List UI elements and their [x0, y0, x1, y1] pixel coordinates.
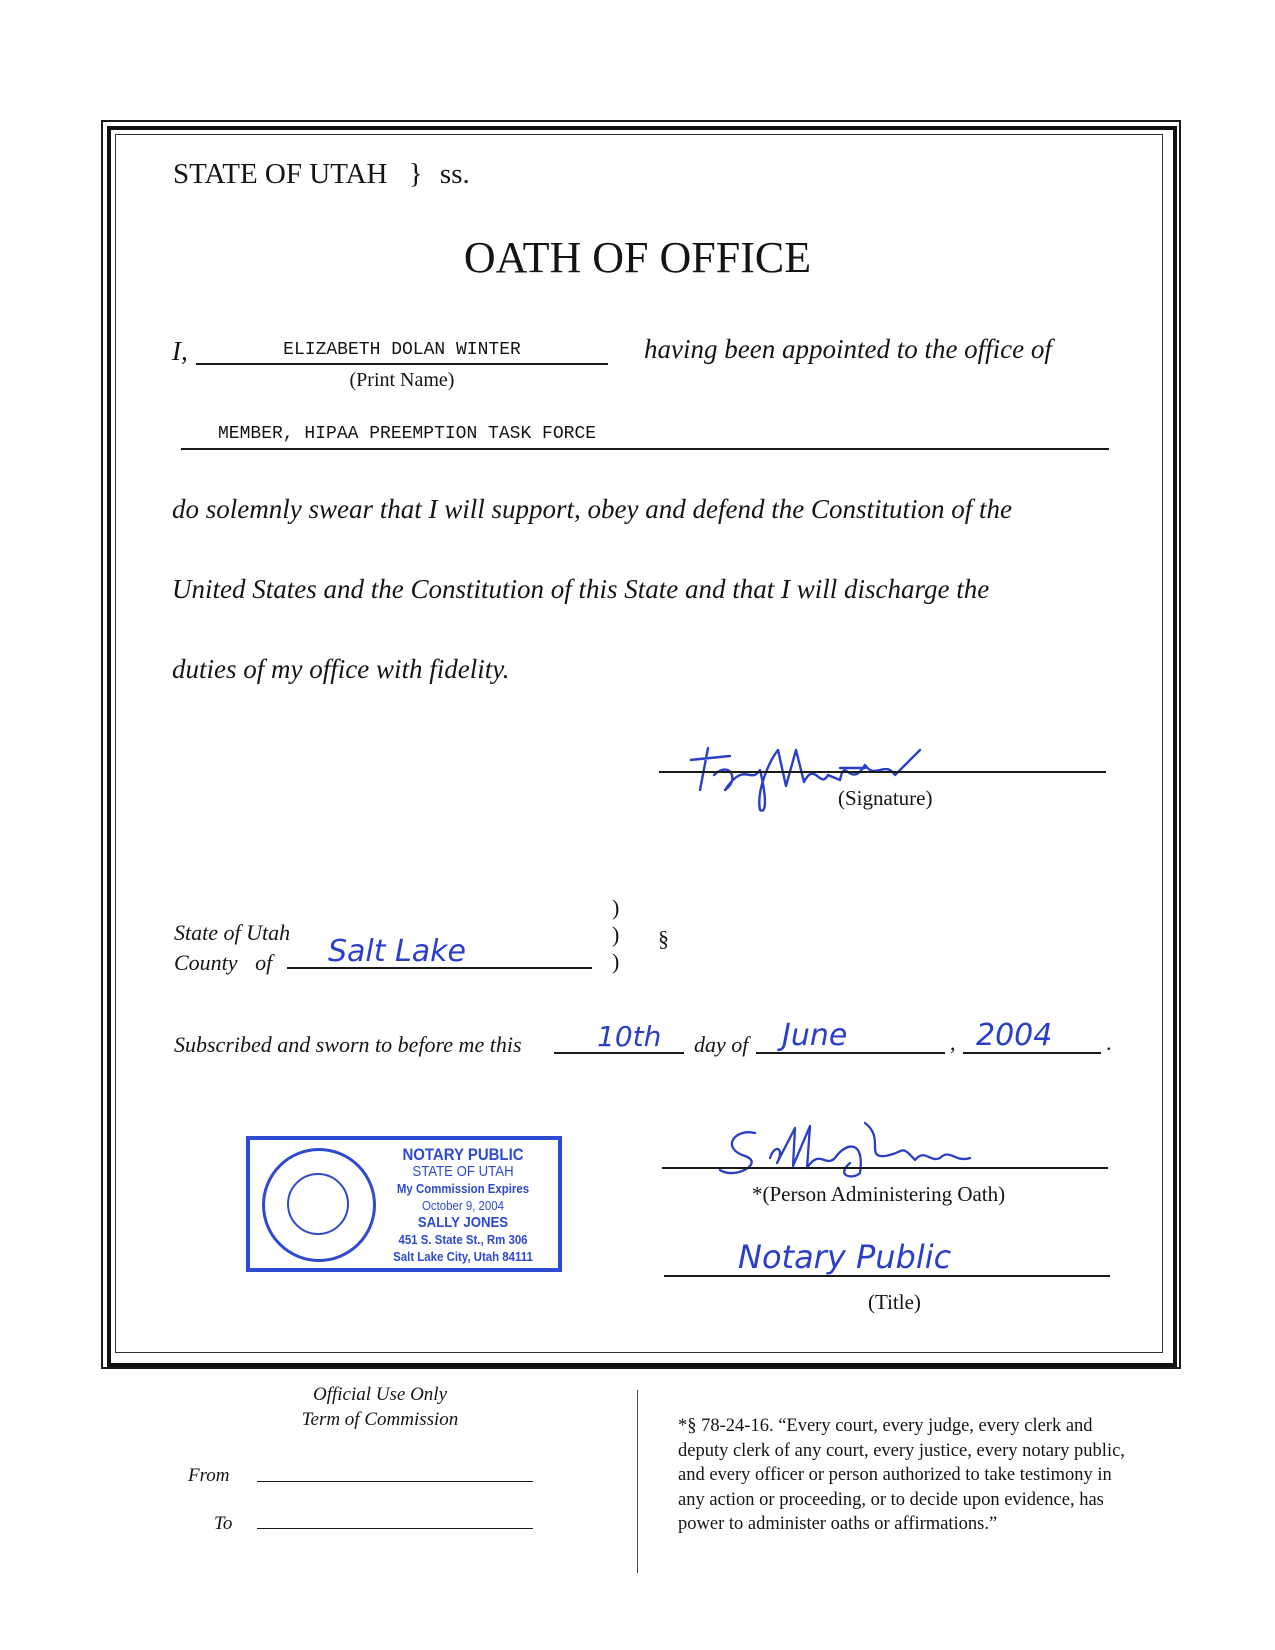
i-label: I, [172, 336, 188, 366]
stamp-line-name: SALLY JONES [417, 1214, 509, 1231]
appointed-text: having been appointed to the office of [644, 334, 1052, 364]
county-line [287, 967, 592, 969]
oath-line-1: do solemnly swear that I will support, obey and defend the Constitution of the [172, 494, 1012, 524]
paren-3: ) [612, 949, 620, 974]
oath-line-2: United States and the Constitution of this State and that I will discharge the [172, 574, 990, 604]
oath-line-3: duties of my office with fidelity. [172, 654, 510, 684]
sworn-prefix: Subscribed and sworn to before me this [174, 1032, 522, 1057]
from-label: From [188, 1465, 230, 1486]
administering-line [662, 1167, 1108, 1169]
official-use-heading [240, 1382, 520, 1432]
from-line [257, 1481, 533, 1482]
seal-center [287, 1173, 349, 1235]
venue-county-label [174, 950, 272, 976]
footer-divider [637, 1390, 638, 1573]
ss-label: ss. [439, 158, 470, 190]
paren-1: ) [612, 895, 620, 920]
month-line [756, 1052, 945, 1054]
stamp-line-expiry: October 9, 2004 [421, 1198, 505, 1213]
period: . [1106, 1030, 1112, 1055]
office-line [181, 448, 1109, 450]
title-value-handwritten: Notary Public [738, 1238, 952, 1276]
paren-2: ) [612, 922, 620, 947]
state-heading [173, 158, 470, 191]
year-value-handwritten: 2004 [976, 1018, 1053, 1053]
footnote-line: any action or proceeding, or to decide upon evidence, has [678, 1489, 1104, 1510]
administering-caption: *(Person Administering Oath) [752, 1182, 1006, 1206]
title-caption: (Title) [868, 1290, 921, 1314]
county-value-handwritten: Salt Lake [328, 934, 466, 969]
stamp-line-notary-public: NOTARY PUBLIC [402, 1145, 524, 1164]
stamp-line-city: Salt Lake City, Utah 84111 [393, 1249, 533, 1264]
to-line [257, 1528, 533, 1529]
signature-handwritten-image [690, 720, 980, 815]
day-of-label: day of [694, 1032, 749, 1057]
venue-parens [612, 894, 619, 975]
section-symbol: § [658, 926, 669, 951]
notary-signature-handwritten-image [715, 1118, 985, 1180]
print-name-line [196, 363, 608, 365]
brace: } [408, 158, 423, 190]
document-title: OATH OF OFFICE [463, 233, 812, 282]
signature-line [659, 771, 1106, 773]
stamp-line-commission: My Commission Expires [396, 1181, 530, 1196]
day-line [554, 1052, 684, 1054]
state-label: STATE OF UTAH [173, 158, 388, 190]
signature-caption: (Signature) [838, 786, 933, 810]
footnote-line: deputy clerk of any court, every justice, every notary public, [678, 1440, 1125, 1461]
official-use-label: Official Use Only [312, 1384, 448, 1405]
print-name-value: ELIZABETH DOLAN WINTER [283, 340, 521, 360]
of-word: of [255, 950, 273, 975]
month-value-handwritten: June [782, 1018, 848, 1053]
footnote-line: power to administer oaths or affirmations.” [678, 1514, 998, 1534]
comma: , [950, 1030, 956, 1055]
state-seal-image [262, 1148, 376, 1262]
title-line [664, 1275, 1110, 1277]
footnote-line: and every officer or person authorized to take testimony in [678, 1465, 1112, 1485]
year-line [963, 1052, 1101, 1054]
venue-state-label: State of Utah [174, 920, 291, 945]
day-value-handwritten: 10th [597, 1020, 662, 1053]
print-name-caption: (Print Name) [349, 369, 455, 391]
stamp-text [388, 1146, 538, 1265]
notary-stamp [246, 1136, 562, 1272]
to-label: To [214, 1513, 233, 1534]
statute-footnote [678, 1414, 1125, 1537]
stamp-line-address: 451 S. State St., Rm 306 [398, 1232, 528, 1247]
footnote-line: *§ 78-24-16. “Every court, every judge, every clerk and [678, 1416, 1093, 1436]
term-of-commission-label: Term of Commission [301, 1409, 459, 1430]
office-value: MEMBER, HIPAA PREEMPTION TASK FORCE [218, 424, 597, 444]
stamp-line-state: STATE OF UTAH [412, 1163, 514, 1180]
county-word: County [174, 950, 238, 975]
